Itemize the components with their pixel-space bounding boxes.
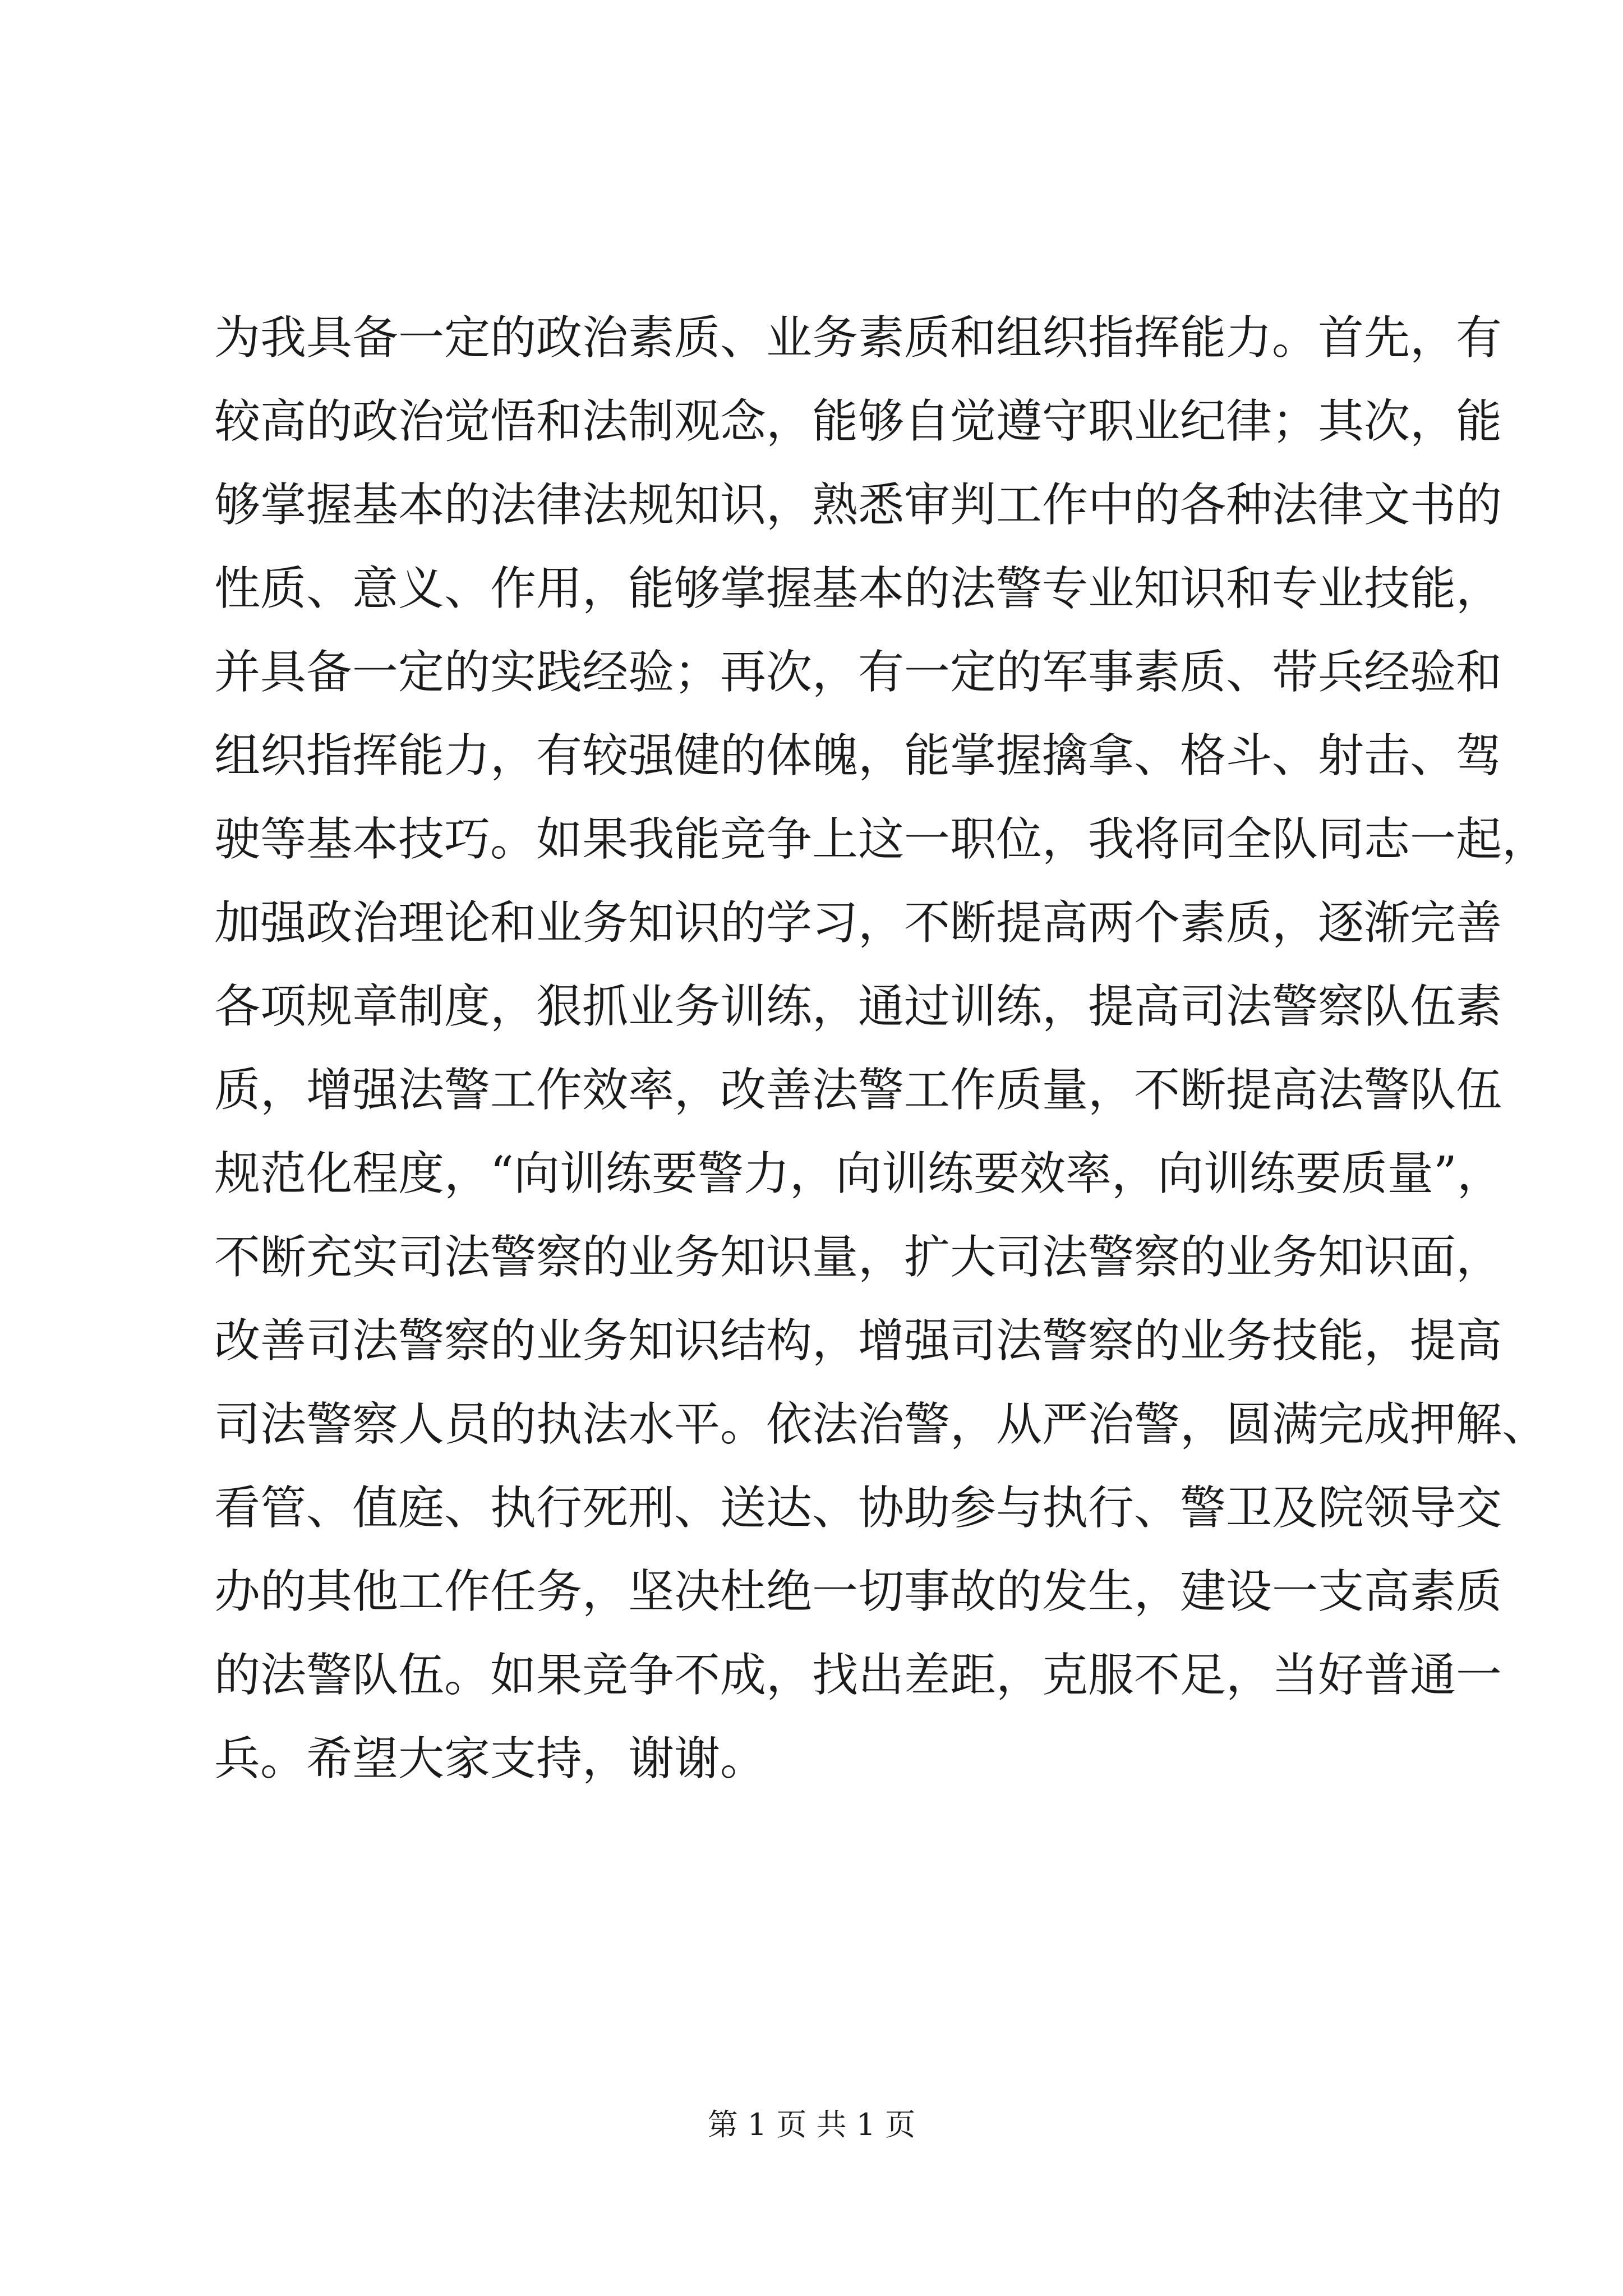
- text-line: 够掌握基本的法律法规知识，熟悉审判工作中的各种法律文书的: [214, 478, 1502, 532]
- text-line: 各项规章制度，狠抓业务训练，通过训练，提高司法警察队伍素: [214, 980, 1502, 1033]
- page-footer: [0, 2102, 1623, 2147]
- text-line: 较高的政治觉悟和法制观念，能够自觉遵守职业纪律；其次，能: [214, 395, 1502, 448]
- text-line: 质，增强法警工作效率，改善法警工作质量，不断提高法警队伍: [214, 1064, 1502, 1117]
- text-line: 组织指挥能力，有较强健的体魄，能掌握擒拿、格斗、射击、驾: [214, 729, 1502, 783]
- text-line: 为我具备一定的政治素质、业务素质和组织指挥能力。首先，有: [214, 311, 1502, 365]
- text-line: 加强政治理论和业务知识的学习，不断提高两个素质，逐渐完善: [214, 896, 1502, 950]
- text-line: 看管、值庭、执行死刑、送达、协助参与执行、警卫及院领导交: [214, 1481, 1502, 1535]
- text-line: 兵。希望大家支持，谢谢。: [214, 1732, 767, 1786]
- text-line: 性质、意义、作用，能够掌握基本的法警专业知识和专业技能，: [214, 562, 1502, 615]
- body-paragraph: [214, 296, 1548, 1801]
- text-line: 规范化程度，“向训练要警力，向训练要效率，向训练要质量”，: [214, 1147, 1503, 1200]
- page-number-label: 第 1 页 共 1 页: [707, 2107, 916, 2142]
- text-line: 的法警队伍。如果竞争不成，找出差距，克服不足，当好普通一: [214, 1649, 1502, 1702]
- text-line: 并具备一定的实践经验；再次，有一定的军事素质、带兵经验和: [214, 646, 1502, 699]
- text-line: 不断充实司法警察的业务知识量，扩大司法警察的业务知识面，: [214, 1231, 1502, 1284]
- text-line: 驶等基本技巧。如果我能竞争上这一职位，我将同全队同志一起，: [214, 813, 1548, 866]
- text-line: 司法警察人员的执法水平。依法治警，从严治警，圆满完成押解、: [214, 1398, 1548, 1451]
- text-line: 办的其他工作任务，坚决杜绝一切事故的发生，建设一支高素质: [214, 1565, 1502, 1618]
- text-line: 改善司法警察的业务知识结构，增强司法警察的业务技能，提高: [214, 1314, 1502, 1368]
